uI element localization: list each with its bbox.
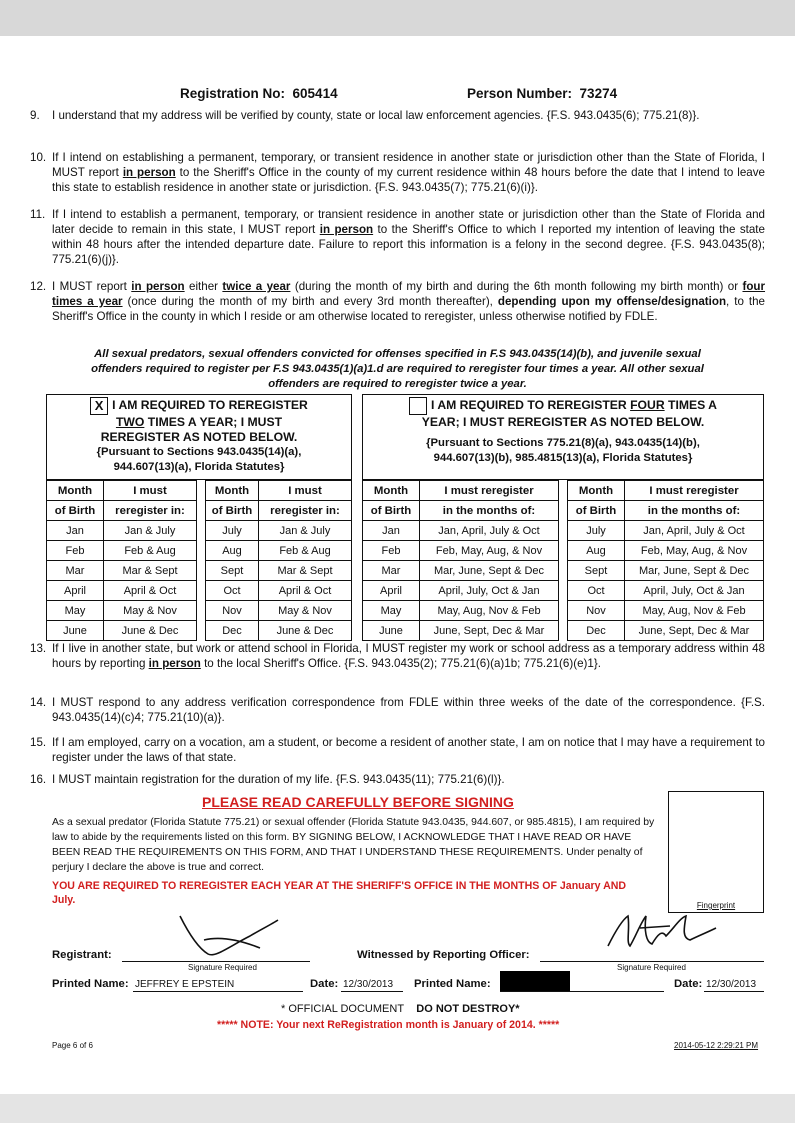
table-row: Mar Mar, June, Sept & Dec Sept Mar, June, Sept & Dec <box>363 561 764 581</box>
item-14: 14. I MUST respond to any address verification correspondence from FDLE within three weeks of the date of the correspondence. {F.S. 943.0435(14)(c)4; 775.21(10)(a)}. <box>30 696 765 724</box>
officer-date-value: 12/30/2013 <box>706 979 757 990</box>
officer-signature-line <box>540 961 764 962</box>
page-number: Page 6 of 6 <box>52 1041 93 1050</box>
table-row: June June, Sept, Dec & Mar Dec June, Sept, Dec & Mar <box>363 621 764 641</box>
table-row: May May & Nov Nov May & Nov <box>47 601 352 621</box>
table-row: Feb Feb & Aug Aug Feb & Aug <box>47 541 352 561</box>
table-row: Jan Jan & July July Jan & July <box>47 521 352 541</box>
table-row: Feb Feb, May, Aug, & Nov Aug Feb, May, Aug, & Nov <box>363 541 764 561</box>
officer-date-line <box>704 991 764 992</box>
item-10: 10. If I intend on establishing a permanent, temporary, or transient residence in another state or jurisdiction other than the State of Florida, I MUST report in person to the Sheriff's Office in the county of my current residence within 48 hours before the date that I intend to leave this state to establish residence in another state or jurisdiction. {F.S. 943.0435(7); 775.21(6)(i)}. <box>30 151 765 194</box>
scan-bottom-border <box>0 1094 795 1123</box>
fingerprint-label: Fingerprint <box>696 901 736 910</box>
officer-sig-required: Signature Required <box>617 963 686 972</box>
redacted-officer-name <box>500 971 570 991</box>
item-16: 16. I MUST maintain registration for the duration of my life. {F.S. 943.0435(11); 775.21(6)(l)}. <box>30 773 505 786</box>
date-label: Date: <box>310 978 339 990</box>
officer-name-line <box>500 991 664 992</box>
scan-top-border <box>0 0 795 36</box>
witness-label: Witnessed by Reporting Officer: <box>357 949 530 961</box>
registrant-signature <box>160 912 280 962</box>
item-13: 13. If I live in another state, but work or attend school in Florida, I MUST register my work or school address as a temporary address within 48 hours by reporting in person to the local Sheriff's Office. {F.S. 943.0435(2); 775.21(6)(a)1b; 775.21(6)(e)1}. <box>30 642 765 670</box>
date-line <box>341 991 403 992</box>
registration-number: Registration No: 605414 <box>180 86 338 101</box>
four-times-a-year-box: I AM REQUIRED TO REREGISTER FOUR TIMES A YEAR; I MUST REREGISTER AS NOTED BELOW. {Pursuant to Sections 775.21(8)(a), 943.0435(14)(b), 944.607(13)(b), 985.4815(13)(a), Florida Statutes} <box>362 394 764 480</box>
table-row: June June & Dec Dec June & Dec <box>47 621 352 641</box>
checkbox-four-times-a-year[interactable] <box>409 397 427 415</box>
item-15: 15. If I am employed, carry on a vocation, am a student, or become a resident of another state, I am on notice that I may have a requirement to register under the laws of that state. <box>30 736 765 764</box>
table-row: April April & Oct Oct April & Oct <box>47 581 352 601</box>
read-carefully-heading: PLEASE READ CAREFULLY BEFORE SIGNING <box>202 794 514 810</box>
table-row: Jan Jan, April, July & Oct July Jan, April, July & Oct <box>363 521 764 541</box>
next-reregistration-note: ***** NOTE: Your next ReRegistration month is January of 2014. ***** <box>217 1019 560 1031</box>
printed-name-line <box>133 991 303 992</box>
reregister-months-notice: YOU ARE REQUIRED TO REREGISTER EACH YEAR AT THE SHERIFF'S OFFICE IN THE MONTHS OF January AND July. <box>52 880 627 906</box>
four-times-a-year-schedule: Month I must reregister Month I must reregister of Birth in the months of: of Birth in the months of: Jan Jan, April, July & Oct July Jan, April, July & Oct Feb Feb, May, Aug, & Nov Aug Feb, May, Aug, & Nov Mar Mar, June, Sept & Dec Sept Mar, June, Sept & Dec April April, July, Oct & Jan Oct April, July, Oct & Jan May May, Aug, Nov & Feb Nov May, Aug, Nov & Feb June June, Sept, Dec & Mar Dec June, Sept, Dec & Mar <box>362 480 764 641</box>
table-row: April April, July, Oct & Jan Oct April, July, Oct & Jan <box>363 581 764 601</box>
official-document-label: * OFFICIAL DOCUMENT DO NOT DESTROY* <box>281 1003 520 1015</box>
registrant-label: Registrant: <box>52 949 112 961</box>
printed-name-label: Printed Name: <box>52 978 129 990</box>
item-11: 11. If I intend to establish a permanent, temporary, or transient residence in another state or jurisdiction other than the State of Florida and later decide to remain in this state, I MUST report in person to the Sheriff's Office to which I reported my intention of leaving the state within 48 hours after the intended departure date. Failure to report this information is a felony in the second degree. {F.S. 943.0435(8); 775.21(6)(j)}. <box>30 208 765 266</box>
officer-date-label: Date: <box>674 978 703 990</box>
fingerprint-box <box>668 791 764 913</box>
registrant-sig-required: Signature Required <box>188 963 257 972</box>
header-month: Month <box>47 481 104 501</box>
table-row: May May, Aug, Nov & Feb Nov May, Aug, Nov & Feb <box>363 601 764 621</box>
checkbox-twice-a-year[interactable]: X <box>90 397 108 415</box>
table-row: Mar Mar & Sept Sept Mar & Sept <box>47 561 352 581</box>
print-timestamp: 2014-05-12 2:29:21 PM <box>674 1041 759 1050</box>
officer-signature <box>600 906 720 962</box>
person-number: Person Number: 73274 <box>467 86 618 101</box>
item-9: 9. I understand that my address will be verified by county, state or local law enforcement agencies. {F.S. 943.0435(6); 775.21(8)}. <box>30 109 700 122</box>
twice-a-year-box: X I AM REQUIRED TO REREGISTER TWO TIMES A YEAR; I MUST REREGISTER AS NOTED BELOW. {Pursuant to Sections 943.0435(14)(a), 944.607(13)(a), Florida Statutes} <box>46 394 352 480</box>
reregistration-notice: All sexual predators, sexual offenders convicted for offenses specified in F.S 943.0435(14)(b), and juvenile sexual offenders required to register per F.S 943.0435(1)(a)1.d are required to reregister four times a year. All other sexual offenders are required to reregister twice a year. <box>91 348 704 390</box>
registrant-signature-line <box>122 961 310 962</box>
twice-a-year-schedule: Month I must Month I must of Birth reregister in: of Birth reregister in: Jan Jan & July July Jan & July Feb Feb & Aug Aug Feb & Aug Mar Mar & Sept Sept Mar & Sept April April & Oct Oct April & Oct May May & Nov Nov May & Nov June June & Dec Dec June & Dec <box>46 480 352 641</box>
printed-name-value: JEFFREY E EPSTEIN <box>135 979 235 990</box>
date-value: 12/30/2013 <box>343 979 394 990</box>
officer-printed-name-label: Printed Name: <box>414 978 491 990</box>
acknowledgement-text: As a sexual predator (Florida Statute 775.21) or sexual offender (Florida Statute 943.0435, 944.607, or 985.4815), I am required by law to abide by the requirements listed on this form. BY SIGNING BELOW, I ACKNOWLEDGE THAT I HAVE READ OR HAVE BEEN READ THE REQUIREMENTS ON THIS FORM, AND THAT I UNDERSTAND THESE REQUIREMENTS. Under penalty of perjury I declare the above is true and correct. <box>52 817 655 873</box>
item-12: 12. I MUST report in person either twice a year (during the month of my birth and during the 6th month following my birth month) or four times a year (once during the month of my birth and every 3rd month thereafter), depending upon my offense/designation, to the Sheriff's Office in the county in which I reside or am otherwise located to reregister, unless otherwise notified by FDLE. <box>30 280 766 323</box>
